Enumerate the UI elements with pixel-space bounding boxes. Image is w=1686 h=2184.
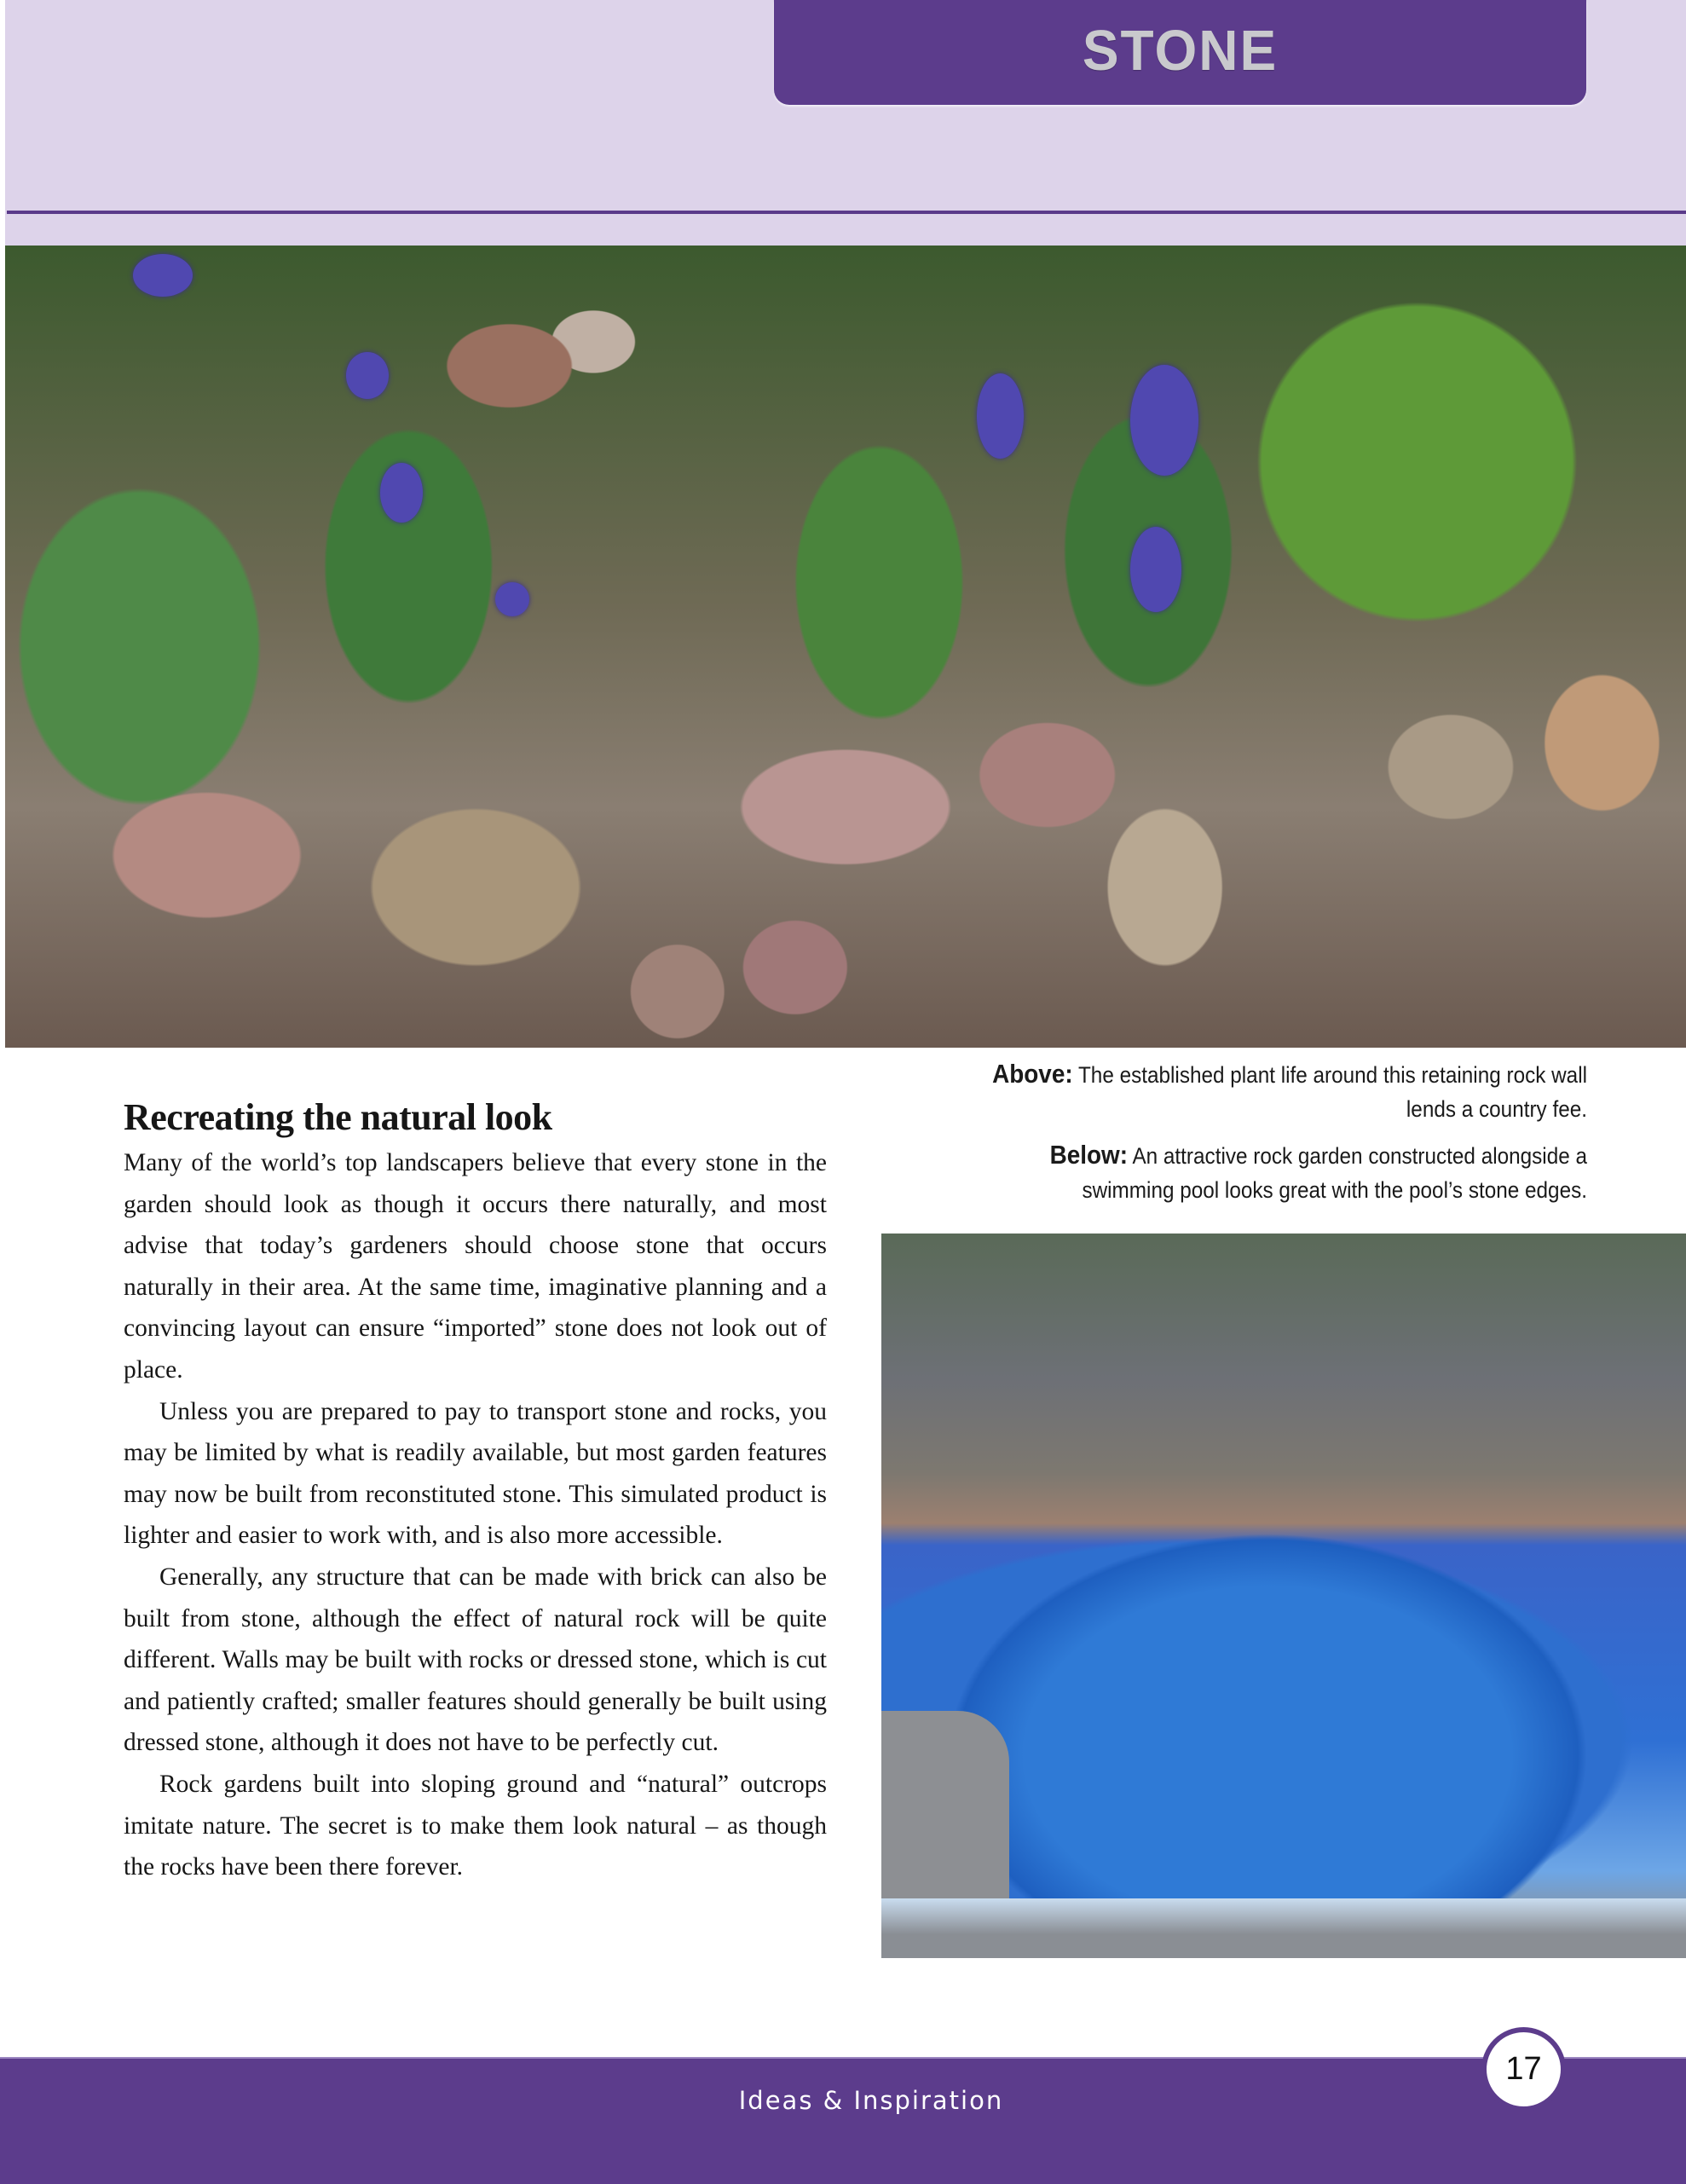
iris-flower	[495, 582, 529, 616]
article-paragraph: Many of the world’s top landscapers believe that every stone in the garden should look as though it occurs there naturally, and most advise that today’s gardeners should choose stone that occurs naturally in their area. At the same time, imaginative planning and a convincing layout can ensure “imported” stone does not look out of place.	[124, 1149, 827, 1384]
rock-garden-photo	[5, 246, 1686, 1048]
article-paragraph: Unless you are prepared to pay to transport stone and rocks, you may be limited by what is readily available, but most garden features may now be built from reconstituted stone. This simulated product is lighter and easier to work with, and is also more accessible.	[124, 1397, 827, 1550]
caption-above	[972, 1057, 1587, 1126]
section-title: STONE	[1082, 17, 1279, 83]
header-divider	[7, 211, 1686, 214]
caption-below-lead: Below:	[1049, 1140, 1129, 1170]
iris-flower	[346, 352, 389, 399]
iris-flower	[1130, 365, 1198, 476]
iris-flower	[1130, 527, 1181, 612]
photo-captions	[972, 1057, 1587, 1219]
footer-band	[0, 2057, 1686, 2184]
article-paragraph: Generally, any structure that can be made with brick can also be built from stone, although the effect of natural rock will be quite different. Walls may be built with rocks or dressed stone, which is cut and patiently crafted; smaller features should generally be built using dressed stone, although it does not have to be perfectly cut.	[124, 1563, 827, 1757]
page-number-badge	[1481, 2027, 1566, 2112]
caption-above-text: The established plant life around this retaining rock wall lends a country fee.	[1077, 1062, 1587, 1122]
caption-below	[972, 1138, 1587, 1207]
iris-flower	[977, 373, 1024, 459]
section-tab	[774, 0, 1586, 105]
page-number: 17	[1505, 2051, 1542, 2087]
article-heading: Recreating the natural look	[124, 1096, 552, 1138]
article	[124, 1095, 827, 1888]
footer-title: Ideas & Inspiration	[738, 2086, 1004, 2115]
iris-flower	[380, 463, 423, 523]
pool-deck	[881, 1898, 1686, 1958]
article-paragraph: Rock gardens built into sloping ground and “natural” outcrops imitate nature. The secret is to make them look natural – as though the rocks have been there forever.	[124, 1770, 827, 1881]
caption-above-lead: Above:	[992, 1059, 1073, 1089]
pool-photo	[881, 1234, 1686, 1958]
iris-flower	[133, 254, 193, 297]
caption-below-text: An attractive rock garden constructed alongside a swimming pool looks great with the pool’s stone edges.	[1082, 1143, 1587, 1203]
